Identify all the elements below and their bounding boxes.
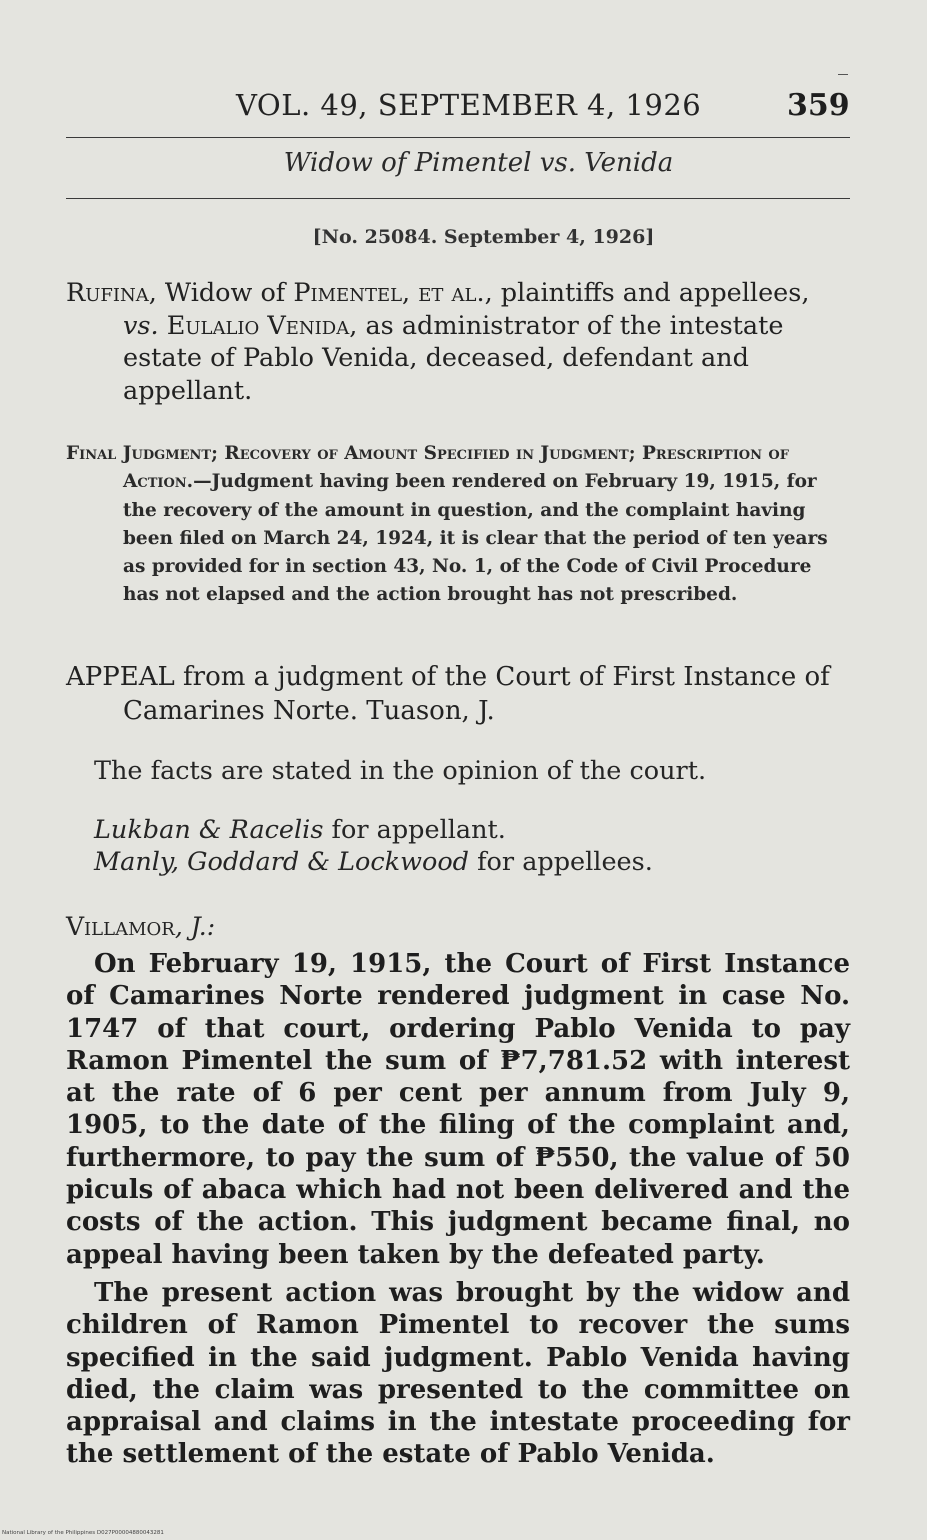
volume-header: VOL. 49, SEPTEMBER 4, 1926 [236,88,702,122]
running-title: Widow of Pimentel vs. Venida [283,148,674,178]
scan-mark [838,74,848,75]
appeal-statement: APPEAL from a judgment of the Court of First Instance of Camarines Norte. Tuason, J. [66,662,830,726]
plaintiff-name: Rufina [66,278,149,308]
versus: vs. [123,310,159,341]
docket-number: [No. 25084. September 4, 1926] [312,226,655,248]
opinion-paragraph-2: The present action was brought by the widow and children of Ramon Pimentel to recover the sums specified in the said judgment. Pablo Venida having died, the claim was presented to the committee on appraisal and claims in the intestate proceeding for the settlement of the estate of Pablo Venida. [66,1277,850,1470]
opinion-paragraph-1: On February 19, 1915, the Court of First Instance of Camarines Norte rendered judgment in case No. 1747 of that court, ordering Pablo Venida to pay Ramon Pimentel the sum of ₱7,781.52 with interest at the rate of 6 per cent per annum from July 9, 1905, to the date of the filing of the complaint and, furthermore, to pay the sum of ₱550, the value of 50 piculs of abaca which had not been delivered and the costs of the action. This judgment became final, no appeal having been taken by the defeated party. [66,949,850,1270]
defendant-name: Eulalio Venida [166,310,350,341]
counsel-appellees: Manly, Goddard & Lockwood for appellees. [94,847,653,877]
judge-name: Villamor, J.: [66,912,216,941]
opinion-text [66,948,850,1477]
syllabus-topic: Final Judgment; Recovery of Amount Specified in Judgment; Prescription of Action. [66,443,789,493]
counsel-list [94,814,653,878]
facts-statement: The facts are stated in the opinion of the court. [94,756,707,786]
syllabus [66,440,850,610]
syllabus-text: —Judgment having been rendered on February 19, 1915, for the recovery of the amount in question, and the complaint having been filed on March 24, 1924, it is clear that the period of ten years as provided for in section 43, No. 1, of the Code of Civil Procedure has not elapsed and the action brought has not prescribed. [123,471,828,606]
page-number: 359 [787,88,850,123]
case-parties: Rufina, Widow of Pimentel, et al., plaintiffs and appellees, vs. Eulalio Venida, as administrator of the intestate estate of Pablo Venida, deceased, defendant and appellant. [66,278,810,406]
plaintiff-surname: Pimentel, et al. [293,278,485,308]
counsel-appellant: Lukban & Racelis for appellant. [94,815,506,845]
scan-footer: National Library of the Philippines D027P00004880043281 [2,1530,164,1536]
header-rule-bottom [66,198,850,199]
header-rule-top [66,137,850,138]
